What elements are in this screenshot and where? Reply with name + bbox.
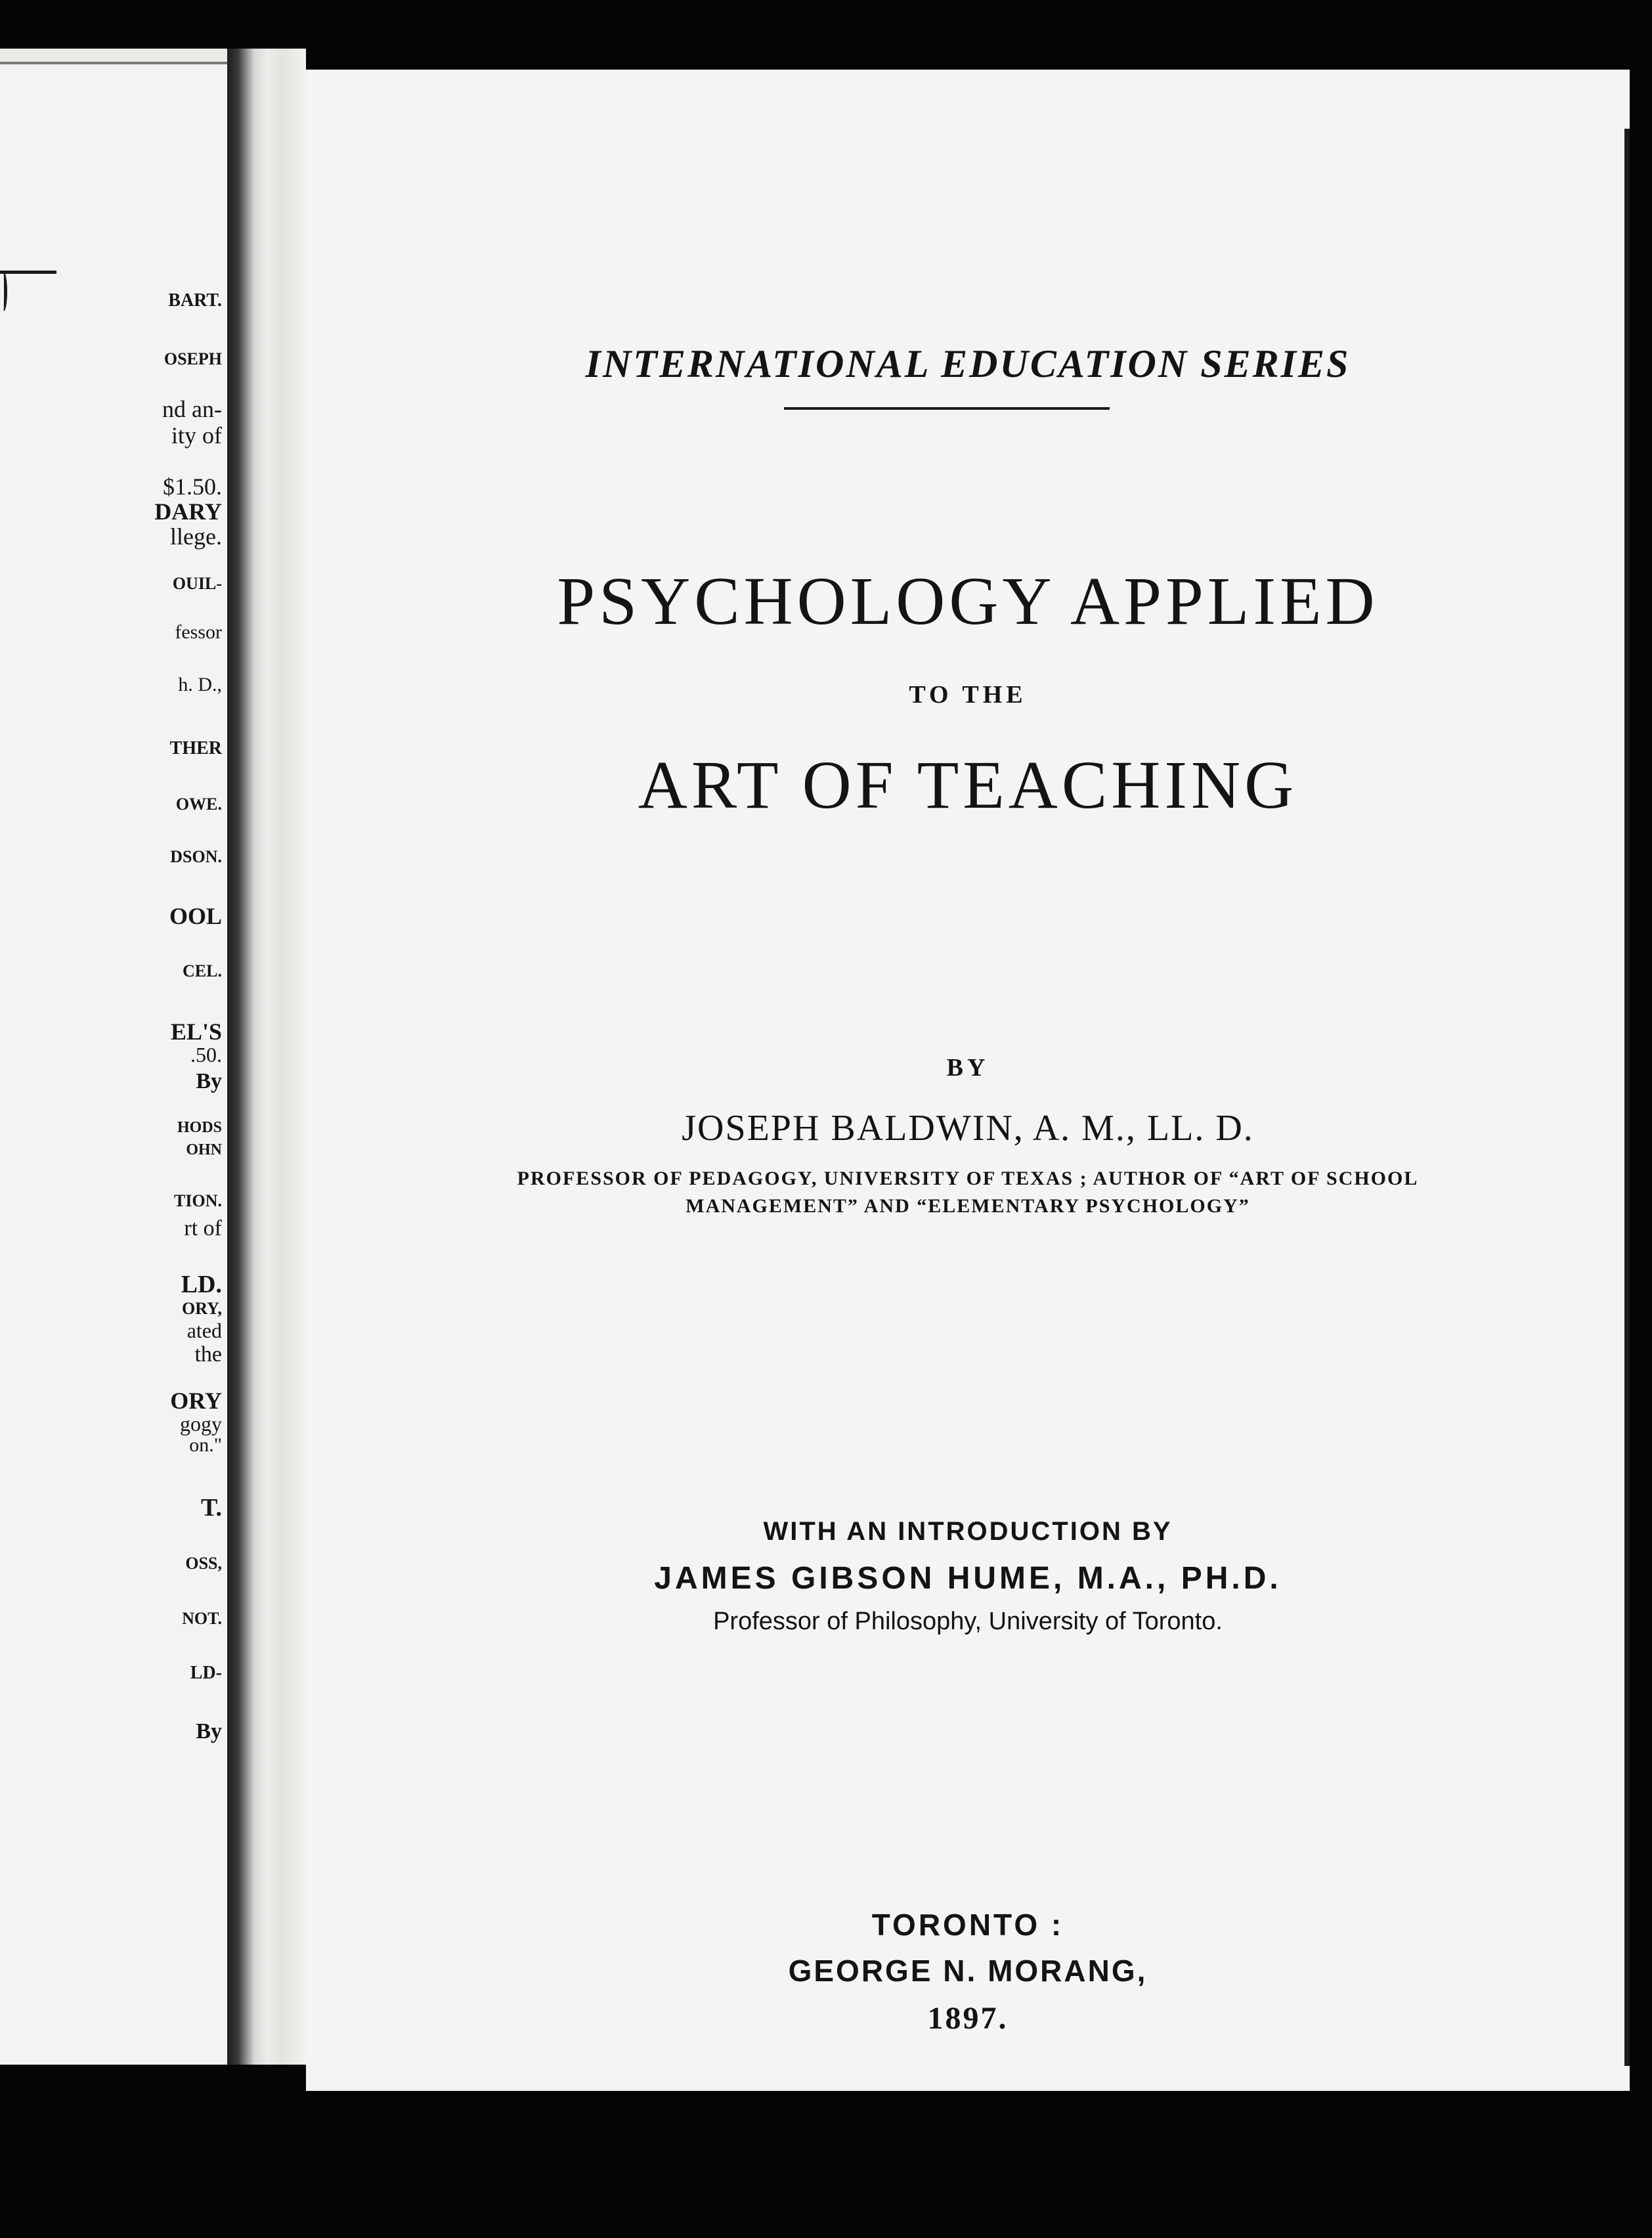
header-rule [0,271,56,274]
left-text-fragment: fessor [175,621,222,643]
author-affiliation-line-1: PROFESSOR OF PEDAGOGY, UNIVERSITY OF TEXAS ; AUTHOR OF “ART OF SCHOOL [517,1168,1419,1189]
left-text-fragment: on." [189,1434,222,1456]
left-text-fragment: OWE. [175,795,222,814]
left-text-fragment: BART. [168,290,222,311]
title-page [306,70,1630,2091]
left-text-fragment: HODS [177,1119,222,1136]
left-text-fragment: OOL [169,903,222,929]
left-page-fragment [0,49,227,2065]
introduction-author: JAMES GIBSON HUME, M.A., PH.D. [654,1561,1282,1596]
left-text-fragment: By [196,1069,222,1093]
left-text-fragment: TION. [174,1191,222,1210]
left-text-fragment: OUIL- [172,574,222,593]
left-text-fragment: LD. [181,1271,222,1298]
publication-place: TORONTO : [871,1908,1064,1942]
introduction-affiliation: Professor of Philosophy, University of Toronto. [713,1608,1223,1635]
left-text-fragment: $1.50. [163,473,222,500]
left-text-fragment: h. D., [178,674,222,695]
left-text-fragment: llege. [170,523,222,550]
book-title-line-1: PSYCHOLOGY APPLIED [557,563,1379,639]
left-text-fragment: T. [200,1494,222,1522]
publication-year: 1897. [927,2001,1009,2036]
left-text-fragment: ORY [170,1388,222,1414]
author-affiliation-line-2: MANAGEMENT” AND “ELEMENTARY PSYCHOLOGY” [685,1195,1250,1217]
book-gutter [227,49,306,2065]
left-text-fragment: OSEPH [163,349,222,368]
by-line: BY [946,1054,989,1082]
left-text-fragment: .50. [190,1043,222,1066]
left-text-fragment: ORY, [182,1299,222,1318]
left-text-fragment: EL'S [170,1019,222,1045]
left-text-fragment: NOT. [182,1609,222,1628]
left-text-fragment: LD- [190,1663,222,1683]
left-text-fragment: By [196,1719,222,1744]
series-rule [784,407,1110,410]
introduction-lead: WITH AN INTRODUCTION BY [763,1517,1173,1546]
left-text-fragment: THER [169,738,222,758]
page-top-edge [0,49,227,64]
left-text-fragment: rt of [184,1216,222,1240]
series-title: INTERNATIONAL EDUCATION SERIES [585,342,1351,385]
left-text-fragment: DSON. [170,847,222,866]
page-corner-glyph [0,272,7,311]
left-text-fragment: OSS, [185,1554,222,1573]
page-edge-shadow [1624,129,1630,2066]
left-text-fragment: ity of [171,422,222,449]
left-text-fragment: gogy [180,1412,222,1436]
publisher-name: GEORGE N. MORANG, [788,1954,1148,1988]
left-text-fragment: OHN [186,1141,222,1158]
book-title-line-2: TO THE [909,681,1027,709]
left-text-fragment: DARY [154,498,222,525]
left-text-fragment: ated [186,1319,222,1342]
book-title-line-3: ART OF TEACHING [638,747,1298,823]
left-text-fragment: CEL. [183,961,222,980]
left-text-fragment: the [194,1342,222,1367]
left-text-fragment: nd an- [162,396,222,422]
author-name: JOSEPH BALDWIN, A. M., LL. D. [682,1108,1254,1149]
